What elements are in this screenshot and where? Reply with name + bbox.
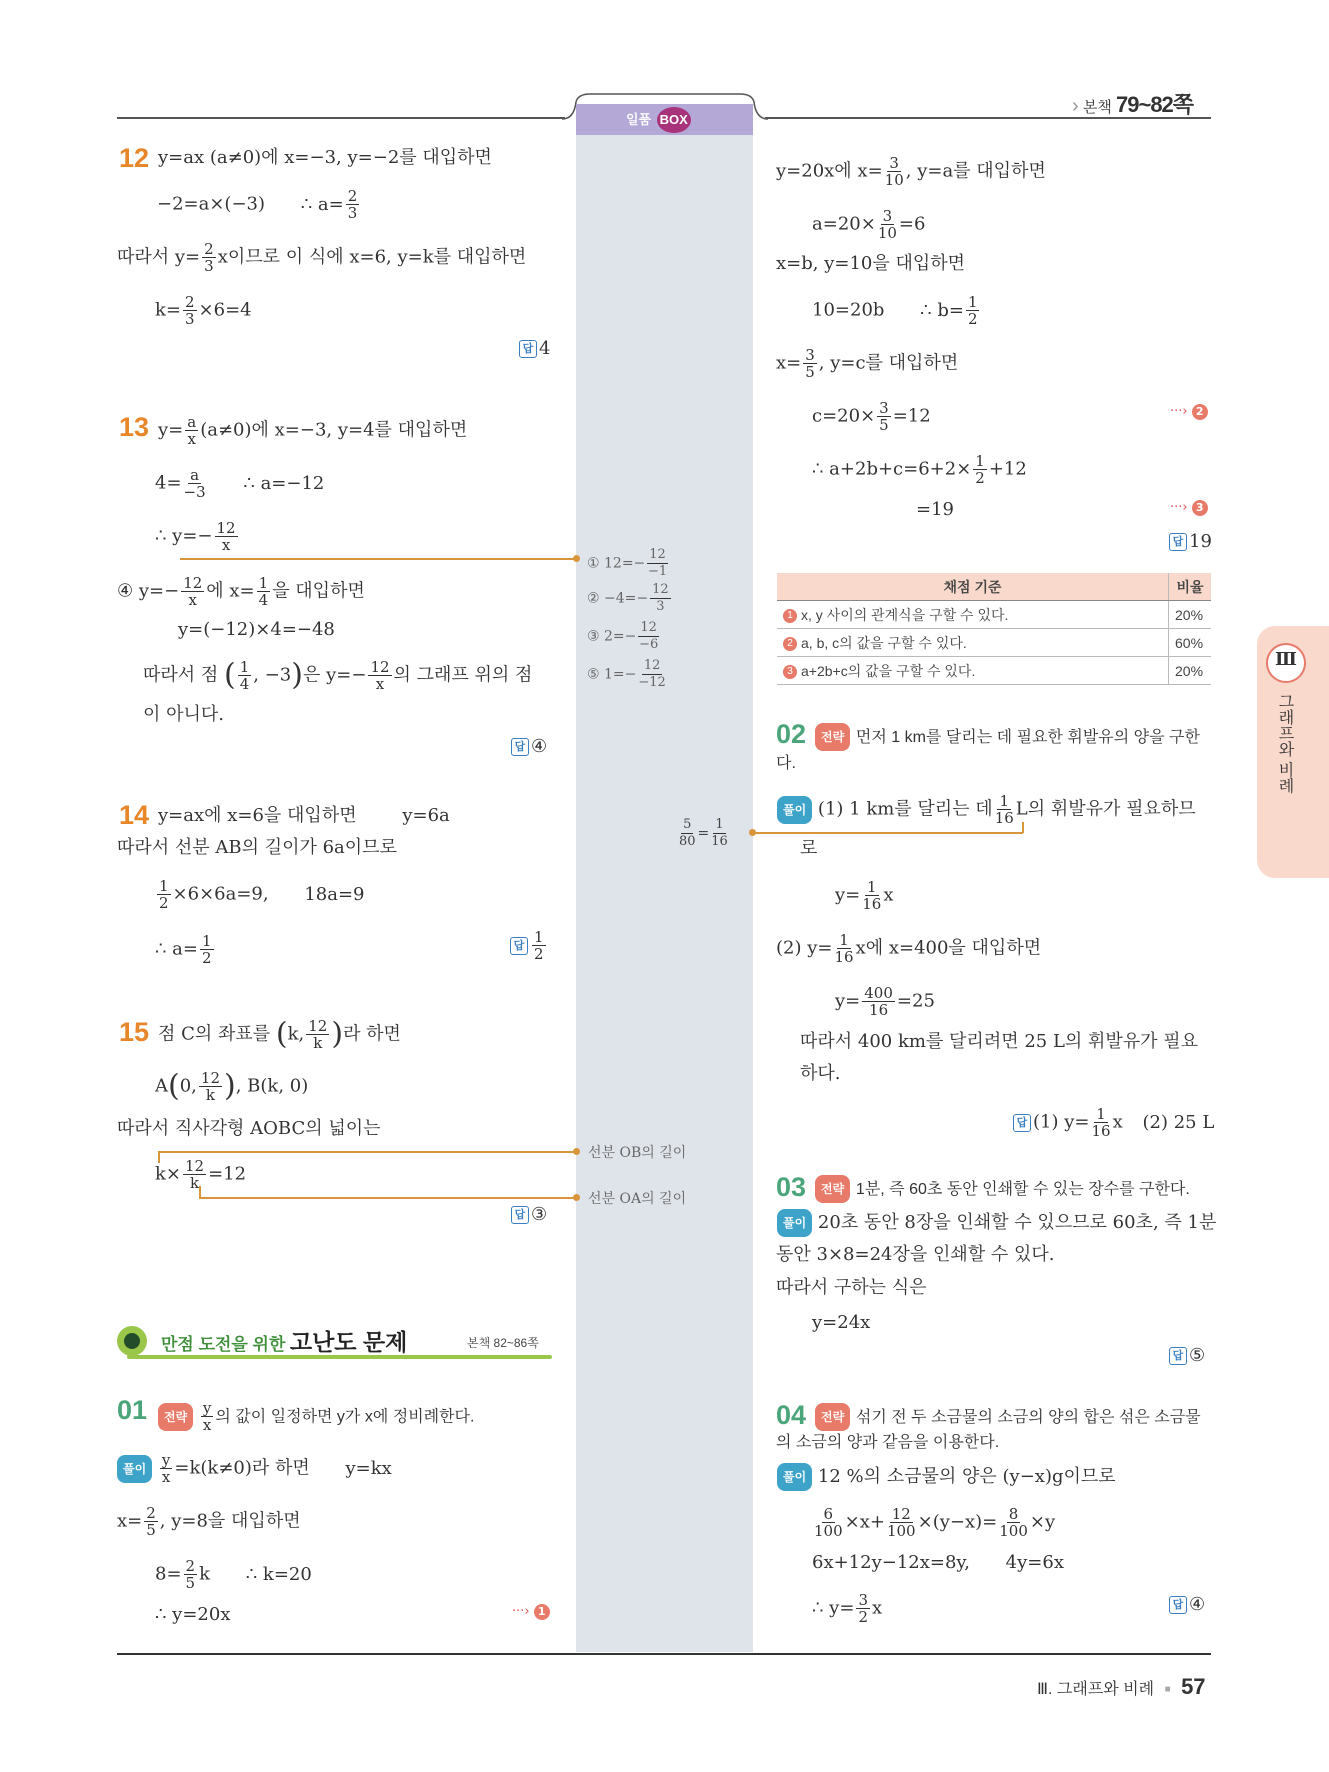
header-ref bbox=[1072, 88, 1193, 119]
q01-right-5: x= $\frac{3}{5}$ , y=c를 대입하면 bbox=[776, 346, 959, 381]
q01-right-3: x=b, y=10을 대입하면 bbox=[776, 253, 966, 274]
q03-line-3: 따라서 구하는 식은 bbox=[776, 1277, 927, 1298]
q04-line-3: 6x+12y−12x=8y, 4y=6x bbox=[812, 1552, 1064, 1573]
p15-side-2: 선분 OA의 길이 bbox=[588, 1191, 687, 1207]
problem-13-number: 13 bbox=[119, 412, 150, 442]
q02-line-1: 풀이 (1) 1 km를 달리는 데 $\frac{1}{16}$ L의 휘발유가 필요하므 bbox=[777, 793, 1196, 826]
answer-icon: 답 bbox=[511, 738, 529, 756]
q03-line-2: 동안 3×8=24장을 인쇄할 수 있다. bbox=[776, 1244, 1055, 1265]
p14-line-2: 따라서 선분 AB의 길이가 6a이므로 bbox=[117, 837, 397, 858]
p15-connector-1 bbox=[158, 1151, 578, 1153]
p15-line-3: 따라서 직사각형 AOBC의 넓이는 bbox=[117, 1118, 381, 1139]
q01-strategy: 전략 $\frac{y}{x}$ 의 값이 일정하면 y가 x에 정비례한다. bbox=[158, 1400, 474, 1433]
p15-line-4: k× $\frac{12}{k}$ =12 bbox=[155, 1157, 247, 1192]
q02-answer: 답 (1) y= $\frac{1}{16}$ x (2) 25 L bbox=[1013, 1106, 1214, 1139]
q01-right-2: a=20× $\frac{3}{10}$ =6 bbox=[812, 207, 926, 242]
solution-tag: 풀이 bbox=[777, 1463, 812, 1491]
ref-pages: 79~82쪽 bbox=[1116, 92, 1194, 117]
ref-prefix: 본책 bbox=[1082, 99, 1112, 116]
chevron-right-icon: › bbox=[1072, 95, 1079, 117]
p12-line-3: 따라서 y= $\frac{2}{3}$ x이므로 이 식에 x=6, y=k를 대입하면 bbox=[117, 240, 527, 275]
p13-side-3: ③ 2=− $\frac{12}{-6}$ bbox=[587, 620, 659, 652]
q02-line-4: y= $\frac{400}{16}$ =25 bbox=[835, 984, 935, 1019]
q01-step-3: ···› 3 bbox=[1170, 500, 1208, 516]
q01-step-2: ···› 2 bbox=[1170, 404, 1208, 420]
footer-separator: ■ bbox=[1164, 1684, 1171, 1696]
box-label bbox=[626, 107, 691, 133]
p12-answer: 답 4 bbox=[519, 338, 550, 359]
p12-line-4: k= $\frac{2}{3}$ ×6=4 bbox=[155, 293, 252, 328]
q02-connector-tick bbox=[1022, 822, 1024, 833]
box-label-1: 일품 bbox=[626, 112, 652, 127]
question-03-number: 03 bbox=[776, 1172, 807, 1202]
q02-line-1b: 로 bbox=[800, 838, 818, 859]
section-title: 만점 도전을 위한 고난도 문제 bbox=[161, 1329, 408, 1355]
p13-line-7: 이 아니다. bbox=[143, 704, 224, 725]
criteria-row: 2 a, b, c의 값을 구할 수 있다. 60% bbox=[777, 629, 1211, 657]
q03-line-4: y=24x bbox=[812, 1312, 871, 1333]
problem-14-number: 14 bbox=[119, 800, 150, 830]
p13-connector-dot bbox=[573, 555, 580, 562]
box-label-2: BOX bbox=[657, 107, 691, 133]
q02-side-note: $\frac{5}{80}$ = $\frac{1}{16}$ bbox=[679, 817, 728, 849]
p13-answer: 답 ④ bbox=[511, 736, 547, 757]
question-01-number: 01 bbox=[117, 1395, 148, 1425]
footer-rule bbox=[117, 1653, 1211, 1655]
q03-line-1: 풀이 20초 동안 8장을 인쇄할 수 있으므로 60초, 즉 1분 bbox=[777, 1209, 1216, 1237]
problem-15-number: 15 bbox=[119, 1017, 150, 1047]
q01-right-1: y=20x에 x= $\frac{3}{10}$ , y=a를 대입하면 bbox=[776, 154, 1046, 189]
criteria-header-1: 채점 기준 bbox=[777, 573, 1169, 601]
p12-line-2: −2=a×(−3) ∴ a= $\frac{2}{3}$ bbox=[157, 187, 358, 222]
question-02-number: 02 bbox=[776, 719, 807, 749]
strategy-tag: 전략 bbox=[815, 1175, 850, 1203]
q02-strategy-2: 다. bbox=[776, 755, 796, 772]
page-number: 57 bbox=[1181, 1674, 1206, 1699]
p13-line-6: 따라서 점 ( $\frac{1}{4}$ , −3)은 y=− $\frac{12}{x}$ 의 그래프 위의 점 bbox=[143, 657, 533, 693]
q02-strategy: 전략 먼저 1 km를 달리는 데 필요한 휘발유의 양을 구한 bbox=[815, 723, 1200, 751]
answer-icon: 답 bbox=[510, 937, 528, 955]
q04-answer: 답 ④ bbox=[1169, 1594, 1205, 1615]
q01-line-3: 8= $\frac{2}{5}$ k ∴ k=20 bbox=[155, 1557, 312, 1592]
header-rule-left bbox=[117, 117, 565, 119]
answer-icon: 답 bbox=[511, 1206, 529, 1224]
p13-line-3: ∴ y=− $\frac{12}{x}$ bbox=[155, 519, 236, 554]
q04-line-4: ∴ y= $\frac{3}{2}$ x bbox=[812, 1591, 883, 1626]
p13-line-4: ④ y=− $\frac{12}{x}$ 에 x= $\frac{1}{4}$ 을 대입하면 bbox=[117, 574, 365, 609]
p15-connector-1-dot bbox=[573, 1148, 580, 1155]
p13-line-2: 4= $\frac{a}{-3}$ ∴ a=−12 bbox=[155, 466, 325, 501]
q01-right-8: =19 bbox=[916, 499, 954, 520]
criteria-row: 1 x, y 사이의 관계식을 구할 수 있다. 20% bbox=[777, 601, 1211, 629]
p13-side-1: ① 12=− $\frac{12}{-1}$ bbox=[587, 547, 668, 579]
solution-tag: 풀이 bbox=[777, 796, 812, 824]
q01-right-4: 10=20b ∴ b= $\frac{1}{2}$ bbox=[812, 293, 978, 328]
q04-strategy: 전략 섞기 전 두 소금물의 소금의 양의 합은 섞은 소금물 bbox=[815, 1403, 1201, 1431]
criteria-header-row bbox=[777, 573, 1211, 601]
p13-line-5: y=(−12)×4=−48 bbox=[178, 619, 335, 640]
q01-right-6: c=20× $\frac{3}{5}$ =12 bbox=[812, 399, 931, 434]
q01-answer: 답 19 bbox=[1169, 531, 1212, 552]
chapter-tab-label: 그래프와 비례 bbox=[1276, 693, 1293, 794]
q04-line-2: $\frac{6}{100}$ ×x+ $\frac{12}{100}$ ×(y−x)= $\frac{8}{100}$ ×y bbox=[814, 1505, 1056, 1540]
strategy-tag: 전략 bbox=[815, 1403, 850, 1431]
q01-right-7: ∴ a+2b+c=6+2× $\frac{1}{2}$ +12 bbox=[812, 452, 1027, 487]
p14-line-1: y=ax에 x=6을 대입하면 y=6a bbox=[158, 805, 450, 826]
q01-step-1: ···› 1 bbox=[512, 1604, 550, 1620]
p15-connector-2-dot bbox=[573, 1194, 580, 1201]
q01-line-1: 풀이 $\frac{y}{x}$ =k(k≠0)라 하면 y=kx bbox=[117, 1452, 392, 1485]
q01-line-4: ∴ y=20x bbox=[155, 1604, 231, 1625]
question-04-number: 04 bbox=[776, 1400, 807, 1430]
q02-line-6: 하다. bbox=[800, 1063, 841, 1084]
footer bbox=[1037, 1674, 1206, 1700]
section-ref: 본책 82~86쪽 bbox=[467, 1336, 539, 1350]
q02-line-2: y= $\frac{1}{16}$ x bbox=[835, 878, 894, 913]
strategy-tag: 전략 bbox=[158, 1403, 193, 1431]
q04-line-1: 풀이 12 %의 소금물의 양은 (y−x)g이므로 bbox=[777, 1463, 1116, 1491]
solution-tag: 풀이 bbox=[777, 1209, 812, 1237]
strategy-tag: 전략 bbox=[815, 723, 850, 751]
p15-line-1: 점 C의 좌표를 (k, $\frac{12}{k}$ )라 하면 bbox=[158, 1016, 401, 1052]
answer-icon: 답 bbox=[519, 340, 537, 358]
solution-tag: 풀이 bbox=[117, 1455, 152, 1483]
p13-side-4: ⑤ 1=− $\frac{12}{-12}$ bbox=[587, 658, 666, 690]
criteria-row: 3 a+2b+c의 값을 구할 수 있다. 20% bbox=[777, 657, 1211, 685]
q02-connector bbox=[753, 832, 1023, 834]
answer-icon: 답 bbox=[1169, 1347, 1187, 1365]
answer-icon: 답 bbox=[1169, 533, 1187, 551]
p12-line-1: y=ax (a≠0)에 x=−3, y=−2를 대입하면 bbox=[158, 147, 492, 168]
p15-answer: 답 ③ bbox=[511, 1204, 547, 1225]
p15-connector-2 bbox=[199, 1197, 578, 1199]
q03-answer: 답 ⑤ bbox=[1169, 1345, 1205, 1366]
q04-strategy-2: 의 소금의 양과 같음을 이용한다. bbox=[776, 1434, 1000, 1451]
q02-line-5: 따라서 400 km를 달리려면 25 L의 휘발유가 필요 bbox=[800, 1031, 1199, 1052]
p15-side-1: 선분 OB의 길이 bbox=[588, 1145, 687, 1161]
section-bullet-inner bbox=[124, 1333, 140, 1349]
problem-12-number: 12 bbox=[119, 143, 150, 173]
section-heading bbox=[117, 1318, 552, 1362]
answer-icon: 답 bbox=[1013, 1114, 1031, 1132]
p13-side-2: ② −4=− $\frac{12}{3}$ bbox=[587, 582, 669, 614]
criteria-header-2: 비율 bbox=[1169, 573, 1212, 601]
p13-line-1: y= $\frac{a}{x}$ (a≠0)에 x=−3, y=4를 대입하면 bbox=[158, 413, 468, 448]
q03-strategy: 전략 1분, 즉 60초 동안 인쇄할 수 있는 장수를 구한다. bbox=[815, 1175, 1190, 1203]
p15-connector-1-tick bbox=[158, 1151, 160, 1163]
p14-line-3: $\frac{1}{2}$ ×6×6a=9, 18a=9 bbox=[159, 877, 365, 912]
scoring-criteria-table bbox=[777, 573, 1211, 685]
q02-line-3: (2) y= $\frac{1}{16}$ x에 x=400을 대입하면 bbox=[776, 931, 1042, 966]
p14-line-4: ∴ a= $\frac{1}{2}$ bbox=[155, 932, 212, 967]
footer-chapter: Ⅲ. 그래프와 비례 bbox=[1037, 1681, 1155, 1698]
chapter-tab-roman: Ⅲ bbox=[1275, 649, 1297, 670]
p15-line-2: A(0, $\frac{12}{k}$ ), B(k, 0) bbox=[155, 1068, 309, 1104]
side-panel bbox=[576, 104, 753, 1652]
p14-answer: 답 $\frac{1}{2}$ bbox=[510, 929, 548, 962]
q01-line-2: x= $\frac{2}{5}$ , y=8을 대입하면 bbox=[117, 1504, 301, 1539]
p13-connector bbox=[180, 558, 578, 560]
answer-icon: 답 bbox=[1169, 1596, 1187, 1614]
